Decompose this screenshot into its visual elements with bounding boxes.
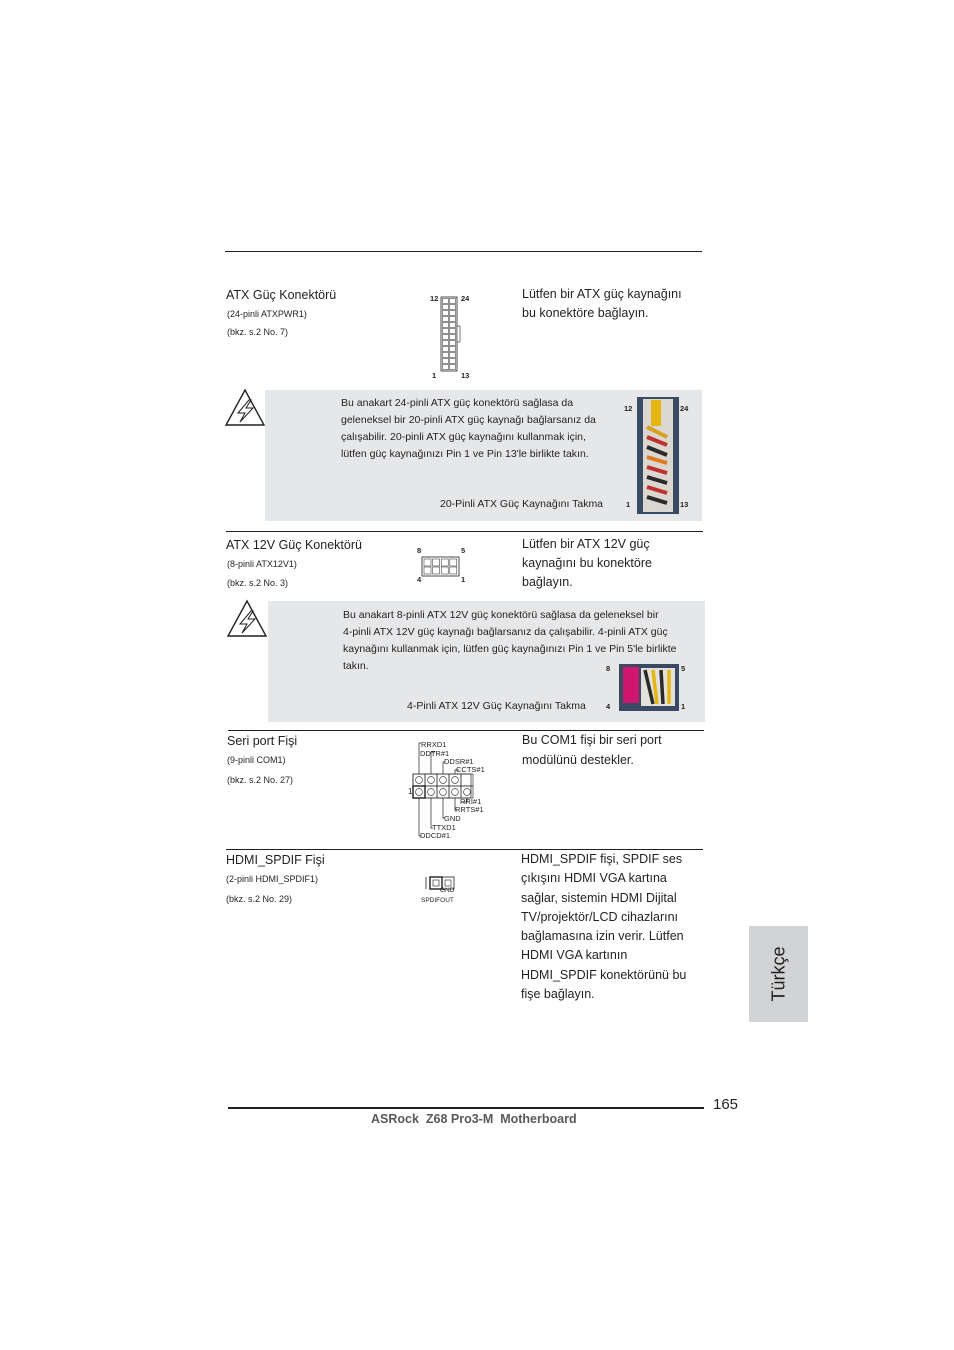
- hdmi-desc-1: HDMI_SPDIF fişi, SPDIF ses: [521, 852, 683, 866]
- atx12v-pin-8: 8: [417, 546, 422, 555]
- atx24-photo-caption: 20-Pinli ATX Güç Kaynağını Takma: [440, 498, 604, 510]
- language-side-tab: [749, 926, 808, 1022]
- com-header-pin: [464, 789, 471, 796]
- atx12v-reference: (bkz. s.2 No. 3): [227, 578, 289, 588]
- hdmi-desc-6: HDMI VGA kartının: [521, 948, 628, 962]
- com-header-cell: [449, 774, 461, 786]
- com-header-pin: [452, 789, 459, 796]
- atx24-note-line-2: geleneksel bir 20-pinli ATX güç kaynağı bağlarsanız da: [341, 414, 596, 426]
- com-header-cell: [437, 774, 449, 786]
- atx24-photo-pin-12: 12: [624, 404, 633, 413]
- atx12v-note-line-4: takın.: [343, 660, 369, 672]
- com-header-pin: [416, 777, 423, 784]
- hdmi-desc-4: TV/projektör/LCD cihazlarını: [521, 910, 679, 924]
- atx12v-plug-photo: [619, 664, 679, 711]
- footer-rule: [228, 1107, 704, 1109]
- atx12v-photo-pin-4: 4: [606, 702, 611, 711]
- atx24-reference: (bkz. s.2 No. 7): [227, 327, 289, 337]
- com-header-pin: [428, 777, 435, 784]
- atx12v-subtitle: (8-pinli ATX12V1): [227, 559, 297, 569]
- com-header-cell: [437, 786, 449, 798]
- atx24-pin-24: 24: [461, 294, 470, 303]
- atx24-title: ATX Güç Konektörü: [226, 288, 337, 302]
- atx24-desc-1: Lütfen bir ATX güç kaynağını: [522, 287, 682, 301]
- atx12v-pin-4: 4: [417, 575, 422, 584]
- atx24-pin-12: 12: [430, 294, 439, 303]
- atx12v-title: ATX 12V Güç Konektörü: [226, 538, 362, 552]
- com-header-pin: [428, 789, 435, 796]
- atx12v-note-line-2: 4-pinli ATX 12V güç kaynağı bağlarsanız da çalışabilir. 4-pinli ATX güç: [343, 626, 668, 638]
- com-pin-1-label: 1: [408, 787, 413, 796]
- atx24-photo-pin-13: 13: [680, 500, 689, 509]
- atx24-subtitle: (24-pinli ATXPWR1): [227, 309, 307, 319]
- com-pin-label-rri1: RRI#1: [460, 797, 482, 806]
- page-number: 165: [713, 1096, 739, 1113]
- atx12v-note-line-1: Bu anakart 8-pinli ATX 12V güç konektörü sağlasa da geleneksel bir: [343, 609, 659, 621]
- hdmi-desc-7: HDMI_SPDIF konektörünü bu: [521, 968, 687, 982]
- hdmi-pin-label-spdifout: SPDIFOUT: [421, 897, 454, 904]
- atx12v-photo-caption: 4-Pinli ATX 12V Güç Kaynağını Takma: [407, 700, 586, 712]
- atx24-pin-13: 13: [461, 371, 470, 380]
- hdmi-reference: (bkz. s.2 No. 29): [226, 894, 293, 904]
- com-header-pin: [452, 777, 459, 784]
- atx12v-pin-5: 5: [461, 546, 466, 555]
- atx24-note-line-1: Bu anakart 24-pinli ATX güç konektörü sağlasa da: [341, 397, 574, 409]
- com-header-cell: [413, 786, 425, 798]
- atx24-bottom-rule: [226, 531, 703, 532]
- com-header-pin: [440, 777, 447, 784]
- com-desc-1: Bu COM1 fişi bir seri port: [522, 733, 662, 747]
- top-rule: [225, 251, 702, 252]
- atx12v-desc-1: Lütfen bir ATX 12V güç: [522, 537, 650, 551]
- atx24-note-line-3: çalışabilir. 20-pinli ATX güç kaynağını kullanmak için,: [341, 431, 586, 443]
- com-pin-label-rrts1: RRTS#1: [455, 805, 484, 814]
- com-pin-label-ddsr1: DDSR#1: [444, 757, 474, 766]
- atx12v-note-line-3: kaynağını kullanmak için, lütfen güç kaynağınızı Pin 1 ve Pin 5'le birlikte: [343, 643, 677, 655]
- com-subtitle: (9-pinli COM1): [227, 755, 286, 765]
- atx24-plug-photo: [637, 397, 679, 514]
- atx24-photo-pin-24: 24: [680, 404, 689, 413]
- com-pin-label-ddtr1: DDTR#1: [420, 749, 450, 758]
- hdmi-title: HDMI_SPDIF Fişi: [226, 853, 325, 867]
- warning-icon: [224, 388, 266, 428]
- atx12v-photo-pin-1: 1: [681, 702, 686, 711]
- atx24-connector-diagram: [440, 296, 462, 372]
- atx12v-pin-1: 1: [461, 575, 466, 584]
- warning-icon: [226, 599, 268, 639]
- hdmi-desc-3: sağlar, sistemin HDMI Dijital: [521, 891, 677, 905]
- hdmi-pin-label-gnd: GND: [440, 887, 455, 894]
- com-header-pin: [440, 789, 447, 796]
- com-pin-label-rrxd1: RRXD1: [421, 740, 447, 749]
- hdmi-desc-8: fişe bağlayın.: [521, 987, 595, 1001]
- com-header-cell: [425, 774, 437, 786]
- com-pin-label-ttxd1: TTXD1: [432, 823, 456, 832]
- atx12v-desc-3: bağlayın.: [522, 575, 573, 589]
- com-pin-label-gnd: GND: [444, 814, 461, 823]
- atx24-desc-2: bu konektöre bağlayın.: [522, 306, 649, 320]
- footer-product-name: ASRock Z68 Pro3-M Motherboard: [371, 1112, 577, 1126]
- atx24-photo-pin-1: 1: [626, 500, 631, 509]
- com-header-cell: [425, 786, 437, 798]
- atx12v-photo-pin-8: 8: [606, 664, 611, 673]
- com-header-cell: [413, 774, 425, 786]
- com-header-pin: [416, 789, 423, 796]
- atx12v-desc-2: kaynağını bu konektöre: [522, 556, 652, 570]
- com-desc-2: modülünü destekler.: [522, 753, 634, 767]
- com-pin-label-ddcd1: DDCD#1: [420, 831, 451, 840]
- atx24-pin-1: 1: [432, 371, 437, 380]
- atx24-note-line-4: lütfen güç kaynağınızı Pin 1 ve Pin 13'le birlikte takın.: [341, 448, 589, 460]
- com-pin-label-ccts1: CCTS#1: [456, 765, 485, 774]
- hdmi-desc-5: bağlamasına izin verir. Lütfen: [521, 929, 684, 943]
- atx12v-photo-pin-5: 5: [681, 664, 686, 673]
- hdmi-subtitle: (2-pinli HDMI_SPDIF1): [226, 874, 319, 884]
- atx12v-connector-diagram: [421, 556, 461, 578]
- hdmi-desc-2: çıkışını HDMI VGA kartına: [521, 871, 667, 885]
- com-reference: (bkz. s.2 No. 27): [227, 775, 294, 785]
- language-side-tab-label: Türkçe: [768, 946, 788, 1002]
- com-title: Seri port Fişi: [227, 734, 298, 748]
